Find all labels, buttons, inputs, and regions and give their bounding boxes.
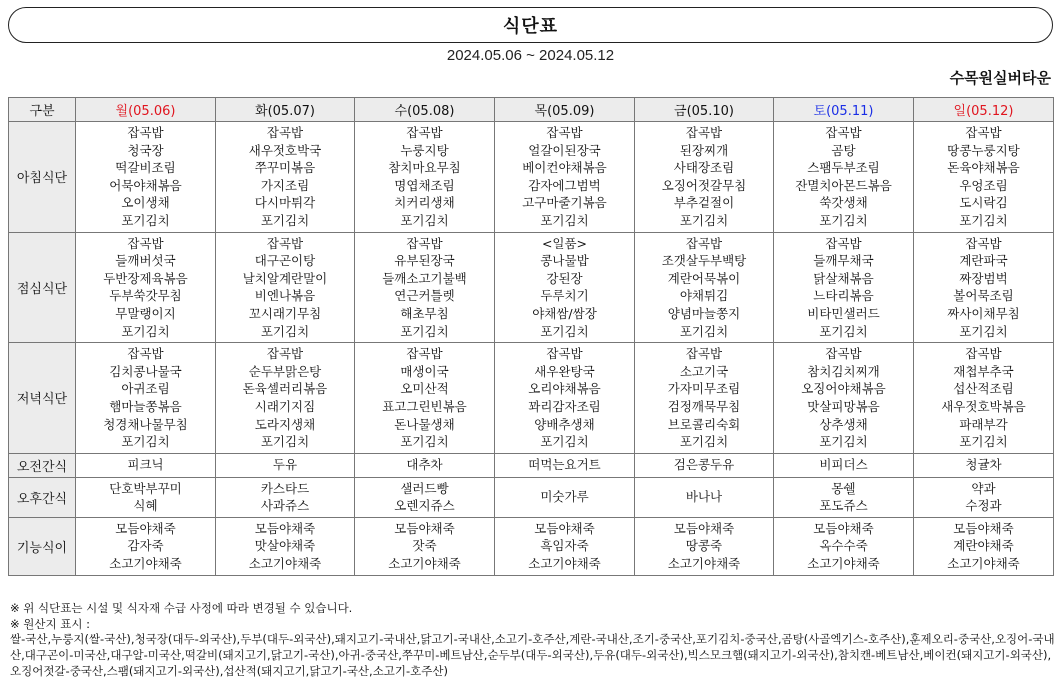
menu-cell [495,122,635,233]
header-day: 일(05.12) [914,98,1054,122]
menu-item: 피크닉 [127,457,164,473]
notice-origin-heading: ※ 원산지 표시 : [10,616,91,631]
menu-cell [914,343,1054,454]
menu-cell [495,343,635,454]
date-range: 2024.05.06 ~ 2024.05.12 [446,47,615,64]
menu-item: 대구곤이탕 [254,253,316,269]
menu-item: 모듬야채죽 [953,520,1014,536]
menu-item: 모듬야채죽 [673,520,735,536]
table-row [9,343,1054,454]
menu-item: 두유 [272,457,298,473]
menu-item: 모듬야채죽 [394,520,455,536]
table-row [9,477,1054,517]
menu-item: 포기김치 [260,434,310,450]
menu-item: 대추차 [406,457,443,473]
menu-item: 포기김치 [121,323,170,339]
menu-item: 참치김치찌개 [807,363,880,379]
menu-item: 소고기야채죽 [109,556,182,572]
menu-item: 잡곡밥 [406,125,443,140]
menu-cell [914,517,1054,575]
menu-cell [774,122,914,233]
menu-item: 소고기야채죽 [528,556,601,572]
menu-item: 소고기야채죽 [667,556,741,572]
menu-item: 잡곡밥 [406,235,443,251]
menu-item: 잡곡밥 [825,346,862,362]
menu-cell [635,477,774,517]
menu-item: 소고기야채죽 [388,556,461,572]
menu-item: 새우젓호박볶음 [941,398,1026,414]
menu-item: 약과 [971,480,996,496]
menu-cell [774,343,914,454]
menu-item: 꽈리감자조림 [528,398,601,414]
header-day: 목(05.09) [495,98,635,122]
menu-item: 잡곡밥 [406,346,443,362]
menu-item: 얼갈이된장국 [528,142,601,158]
menu-cell [216,517,355,575]
footnotes [10,601,1055,680]
menu-item: 잡곡밥 [965,235,1002,251]
menu-item: 검은콩두유 [673,457,735,473]
menu-item: 비피더스 [819,457,868,473]
menu-item: 오이생채 [121,195,170,211]
menu-item: 사과쥬스 [260,498,310,514]
menu-item: 검정깨묵무침 [667,398,741,414]
menu-item: 치커리생채 [394,195,455,211]
menu-cell [76,453,216,477]
menu-item: 잡곡밥 [825,125,862,140]
menu-item: 단호박부꾸미 [109,480,182,496]
title-banner [8,7,1053,43]
menu-cell [495,232,635,343]
menu-cell [635,517,774,575]
menu-item: 잡곡밥 [685,346,723,362]
menu-cell [635,122,774,233]
menu-item: 명엽채조림 [394,177,455,193]
menu-item: 유부된장국 [394,253,455,269]
menu-item: 오징어야채볶음 [801,381,886,397]
menu-item: 잡곡밥 [965,346,1002,362]
menu-item: 계란어묵볶이 [667,270,741,286]
menu-item: 부추겉절이 [673,195,735,211]
menu-item: 포기김치 [679,212,729,228]
table-row [9,122,1054,233]
header-day: 화(05.07) [216,98,355,122]
menu-item: 떠먹는요거트 [528,457,601,473]
menu-item: 청귤차 [965,457,1002,473]
menu-item: 포기김치 [959,434,1008,450]
menu-item: 햄마늘쫑볶음 [109,398,182,414]
facility-name: 수목원실버타운 [949,69,1051,87]
menu-item: 야채쌈/쌈장 [532,305,597,321]
table-row [9,232,1054,343]
table-row [9,517,1054,575]
menu-item: 섭산적조림 [953,381,1014,397]
menu-cell [216,453,355,477]
row-label: 오전간식 [9,453,76,477]
menu-item: 소고기야채죽 [807,556,880,572]
menu-item: 수정과 [965,498,1002,514]
menu-item: 시래기지짐 [254,398,316,414]
row-label: 아침식단 [9,122,76,233]
row-label: 저녁식단 [9,343,76,454]
menu-item: 오리야채볶음 [528,381,601,397]
menu-item: 포기김치 [260,212,310,228]
menu-item: 누룽지탕 [400,142,449,158]
menu-item: 잡곡밥 [546,346,583,362]
menu-item: 매생이국 [400,363,449,379]
menu-item: 흑임자죽 [540,538,589,554]
menu-item: 땅콩누룽지탕 [947,142,1020,158]
menu-item: 포기김치 [959,212,1008,228]
menu-item: 카스타드 [260,480,310,496]
menu-item: 포기김치 [679,323,729,339]
menu-item: 포기김치 [540,434,589,450]
menu-item: 꼬시래기무침 [248,305,322,321]
menu-item: 야채튀김 [679,288,729,304]
menu-item: 상추생채 [819,416,868,432]
menu-item: 맛살야채죽 [254,538,316,554]
menu-item: 청경채나물무침 [103,416,188,432]
menu-item: 잣죽 [412,538,437,554]
menu-item: 잡곡밥 [965,125,1002,140]
origin-list: 쌀-국산,누룽지(쌀-국산),청국장(대두-외국산),두부(대두-외국산),돼지고기-국내산,닭고기-국내산,소고기-호주산,계란-국내산,조기-중국산,포기김치-중국산,곰탕(사골엑기스-호주산),훈제오리-중국산,오징어-국내산,대구곤이-미국산,대구알-미국산,떡갈비(돼지고기,닭고기-국산),아귀-중국산,쭈꾸미-베트남산,순두부(대두-외국산),두유(대두-외국산),빅스모크햄(돼지고기-외국산),참치캔-베트남산,베이컨(돼지고기-외국산),오징어젓갈-중국산,스팸(돼지고기-외국산),섭산적(돼지고기,닭고기-국산,소고기-호주산) [10,632,1055,678]
menu-item: 오렌지쥬스 [394,498,455,514]
menu-cell [914,232,1054,343]
menu-item: 쭈꾸미볶음 [254,160,316,176]
menu-item: 포기김치 [540,323,589,339]
menu-item: 새우젓호박국 [248,142,322,158]
menu-item: 사태장조림 [673,160,735,176]
menu-item: 오징어젓갈무침 [661,177,747,193]
menu-item: 어묵야채볶음 [109,177,182,193]
menu-item: 날치알계란말이 [242,270,328,286]
menu-cell [914,453,1054,477]
notice-change: ※ 위 식단표는 시설 및 식자재 수급 사정에 따라 변경될 수 있습니다. [10,601,353,615]
menu-item: 소고기야채죽 [947,556,1020,572]
menu-item: 감자에그범벅 [528,177,601,193]
menu-item: 포기김치 [121,434,170,450]
menu-item: 콩나물밥 [540,253,589,269]
menu-item: 가지조림 [260,177,310,193]
menu-item: 양배추생채 [534,416,595,432]
menu-item: 잡곡밥 [685,125,723,140]
menu-item: 포기김치 [959,323,1008,339]
menu-item: 스팸두부조림 [807,160,880,176]
row-label: 기능식이 [9,517,76,575]
menu-item: 포기김치 [819,212,868,228]
menu-item: 포기김치 [400,323,449,339]
menu-item: 포기김치 [819,323,868,339]
menu-item: 비엔나볶음 [254,288,316,304]
menu-item: 바나나 [685,489,723,505]
table-row [9,453,1054,477]
menu-cell [355,232,495,343]
menu-cell [76,232,216,343]
menu-item: 감자죽 [127,538,164,554]
menu-item: <일품> [541,235,588,251]
menu-cell [76,477,216,517]
menu-item: 잡곡밥 [266,235,304,251]
menu-cell [774,453,914,477]
menu-item: 김치콩나물국 [109,363,182,379]
menu-item: 포기김치 [819,434,868,450]
menu-cell [774,517,914,575]
menu-item: 짜장범벅 [959,270,1008,286]
menu-cell [76,517,216,575]
menu-item: 옥수수죽 [819,538,868,554]
menu-item: 잡곡밥 [825,235,862,251]
menu-item: 재첩부추국 [953,363,1014,379]
menu-item: 우엉조림 [959,177,1008,193]
menu-cell [355,517,495,575]
menu-item: 미숫가루 [540,489,589,505]
menu-item: 떡갈비조림 [115,160,176,176]
menu-item: 오미산적 [400,381,449,397]
menu-item: 포기김치 [400,434,449,450]
menu-item: 포기김치 [260,323,310,339]
menu-item: 포기김치 [679,434,729,450]
menu-item: 강된장 [546,270,583,286]
menu-item: 잡곡밥 [127,235,164,251]
menu-item: 포기김치 [400,212,449,228]
menu-item: 모듬야채죽 [254,520,316,536]
menu-item: 브로콜리숙회 [667,416,741,432]
menu-item: 두루치기 [540,288,589,304]
menu-item: 돈육셀러리볶음 [242,381,328,397]
menu-item: 연근커틀렛 [394,288,455,304]
row-label: 점심식단 [9,232,76,343]
menu-cell [495,517,635,575]
menu-item: 계란야채죽 [953,538,1014,554]
menu-cell [355,343,495,454]
menu-cell [774,232,914,343]
menu-item: 모듬야채죽 [813,520,874,536]
menu-item: 잔멸치아몬드볶음 [795,177,892,193]
header-day: 금(05.10) [635,98,774,122]
menu-item: 샐러드빵 [400,480,449,496]
menu-item: 몽쉘 [831,480,856,496]
row-label: 오후간식 [9,477,76,517]
menu-item: 파래부각 [959,416,1008,432]
menu-cell [495,477,635,517]
menu-item: 맛살피망볶음 [807,398,880,414]
menu-cell [216,343,355,454]
menu-item: 다시마튀각 [254,195,316,211]
header-day: 월(05.06) [76,98,216,122]
menu-item: 모듬야채죽 [534,520,595,536]
menu-item: 잡곡밥 [266,346,304,362]
menu-item: 소고기야채죽 [248,556,322,572]
menu-item: 잡곡밥 [546,125,583,140]
menu-item: 고구마줄기볶음 [522,195,607,211]
header-day: 수(05.08) [355,98,495,122]
header-day: 토(05.11) [774,98,914,122]
header-category: 구분 [9,98,76,122]
menu-cell [635,453,774,477]
menu-item: 계란파국 [959,253,1008,269]
menu-item: 두반장제육볶음 [103,270,188,286]
meal-plan-table [8,97,1054,576]
menu-cell [76,343,216,454]
menu-cell [635,232,774,343]
menu-cell [355,122,495,233]
menu-cell [216,122,355,233]
menu-item: 표고그린빈볶음 [382,398,467,414]
menu-item: 닭살채볶음 [813,270,874,286]
menu-item: 볼어묵조림 [953,288,1014,304]
table-header-row [9,98,1054,122]
menu-item: 포기김치 [540,212,589,228]
menu-item: 곰탕 [831,142,856,158]
menu-item: 포기김치 [121,212,170,228]
menu-item: 무말랭이지 [115,305,176,321]
menu-item: 돈육야채볶음 [947,160,1020,176]
menu-cell [216,477,355,517]
menu-item: 청국장 [127,142,164,158]
menu-item: 들깨무채국 [813,253,874,269]
menu-item: 잡곡밥 [127,125,164,140]
menu-item: 도시락김 [959,195,1008,211]
menu-cell [635,343,774,454]
menu-item: 짜사이채무침 [947,305,1020,321]
menu-cell [76,122,216,233]
menu-item: 조갯살두부백탕 [661,253,747,269]
menu-item: 베이컨야채볶음 [522,160,607,176]
menu-item: 새우완탕국 [534,363,595,379]
menu-item: 들깨버섯국 [115,253,176,269]
menu-item: 가자미무조림 [667,381,741,397]
menu-cell [216,232,355,343]
menu-cell [495,453,635,477]
menu-item: 잡곡밥 [127,346,164,362]
menu-item: 느타리볶음 [813,288,874,304]
menu-item: 양념마늘쫑지 [667,305,741,321]
menu-item: 비타민샐러드 [807,305,880,321]
menu-item: 잡곡밥 [266,125,304,140]
menu-item: 모듬야채죽 [115,520,176,536]
menu-item: 순두부맑은탕 [248,363,322,379]
menu-cell [774,477,914,517]
menu-item: 도라지생채 [254,416,316,432]
menu-item: 아귀조림 [121,381,170,397]
menu-item: 된장찌개 [679,142,729,158]
menu-item: 두부쑥갓무침 [109,288,182,304]
menu-item: 돈나물생채 [394,416,455,432]
menu-item: 잡곡밥 [685,235,723,251]
menu-item: 포도쥬스 [819,498,868,514]
menu-item: 들깨소고기불백 [382,270,467,286]
page-title: 식단표 [502,16,559,37]
menu-item: 참치마요무침 [388,160,461,176]
menu-cell [355,477,495,517]
menu-item: 해초무침 [400,305,449,321]
menu-cell [355,453,495,477]
menu-cell [914,477,1054,517]
menu-cell [914,122,1054,233]
menu-item: 식혜 [133,498,158,514]
menu-item: 소고기국 [679,363,729,379]
menu-item: 땅콩죽 [685,538,723,554]
menu-item: 쑥갓생채 [819,195,868,211]
